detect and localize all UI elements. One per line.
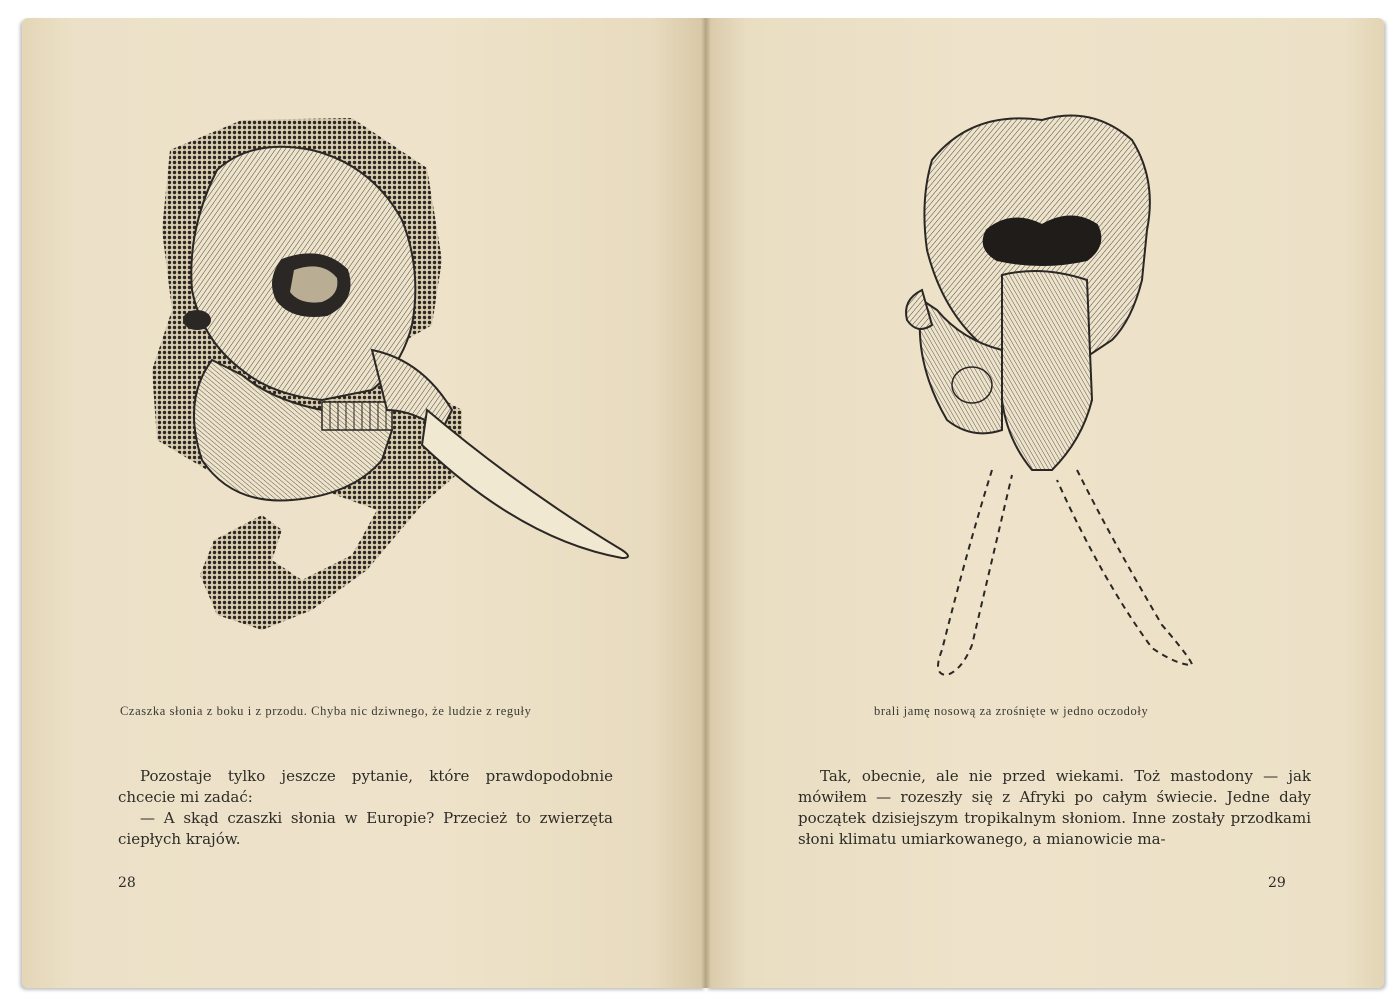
left-body-text — [118, 766, 613, 850]
book-gutter — [701, 18, 711, 988]
left-paragraph-2: — A skąd czaszki słonia w Europie? Przecież to zwierzęta ciepłych krajów. — [118, 809, 613, 848]
elephant-skull-front-illustration — [892, 100, 1222, 680]
tusk-left-dashed — [938, 470, 1012, 675]
right-paragraph-1: Tak, obecnie, ale nie przed wiekami. Toż mastodony — jak mówiłem — rozeszły się z Afryki po całym świecie. Jedne dały początek dzisiejszym tropikalnym słoniom. Inne zostały przodkami słoni klimatu umiarkowanego, a mianowicie ma- — [798, 767, 1311, 848]
left-caption: Czaszka słonia z boku i z przodu. Chyba nic dziwnego, że ludzie z reguły — [120, 704, 532, 718]
left-paragraph-1: Pozostaje tylko jeszcze pytanie, które prawdopodobnie chcecie mi zadać: — [118, 767, 613, 806]
open-book — [22, 18, 1384, 988]
elephant-skull-side-illustration — [122, 110, 632, 650]
skull-tusk — [422, 410, 628, 558]
right-page — [706, 18, 1384, 988]
right-body-text — [798, 766, 1311, 850]
left-page — [22, 18, 706, 988]
tusk-right-dashed — [1057, 470, 1192, 665]
skull-front-premaxilla — [1002, 271, 1092, 470]
page-number-right: 29 — [1268, 875, 1286, 891]
right-caption: brali jamę nosową za zrośnięte w jedno oczodoły — [874, 704, 1149, 718]
skull-teeth — [322, 402, 392, 430]
page-number-left: 28 — [118, 875, 136, 891]
